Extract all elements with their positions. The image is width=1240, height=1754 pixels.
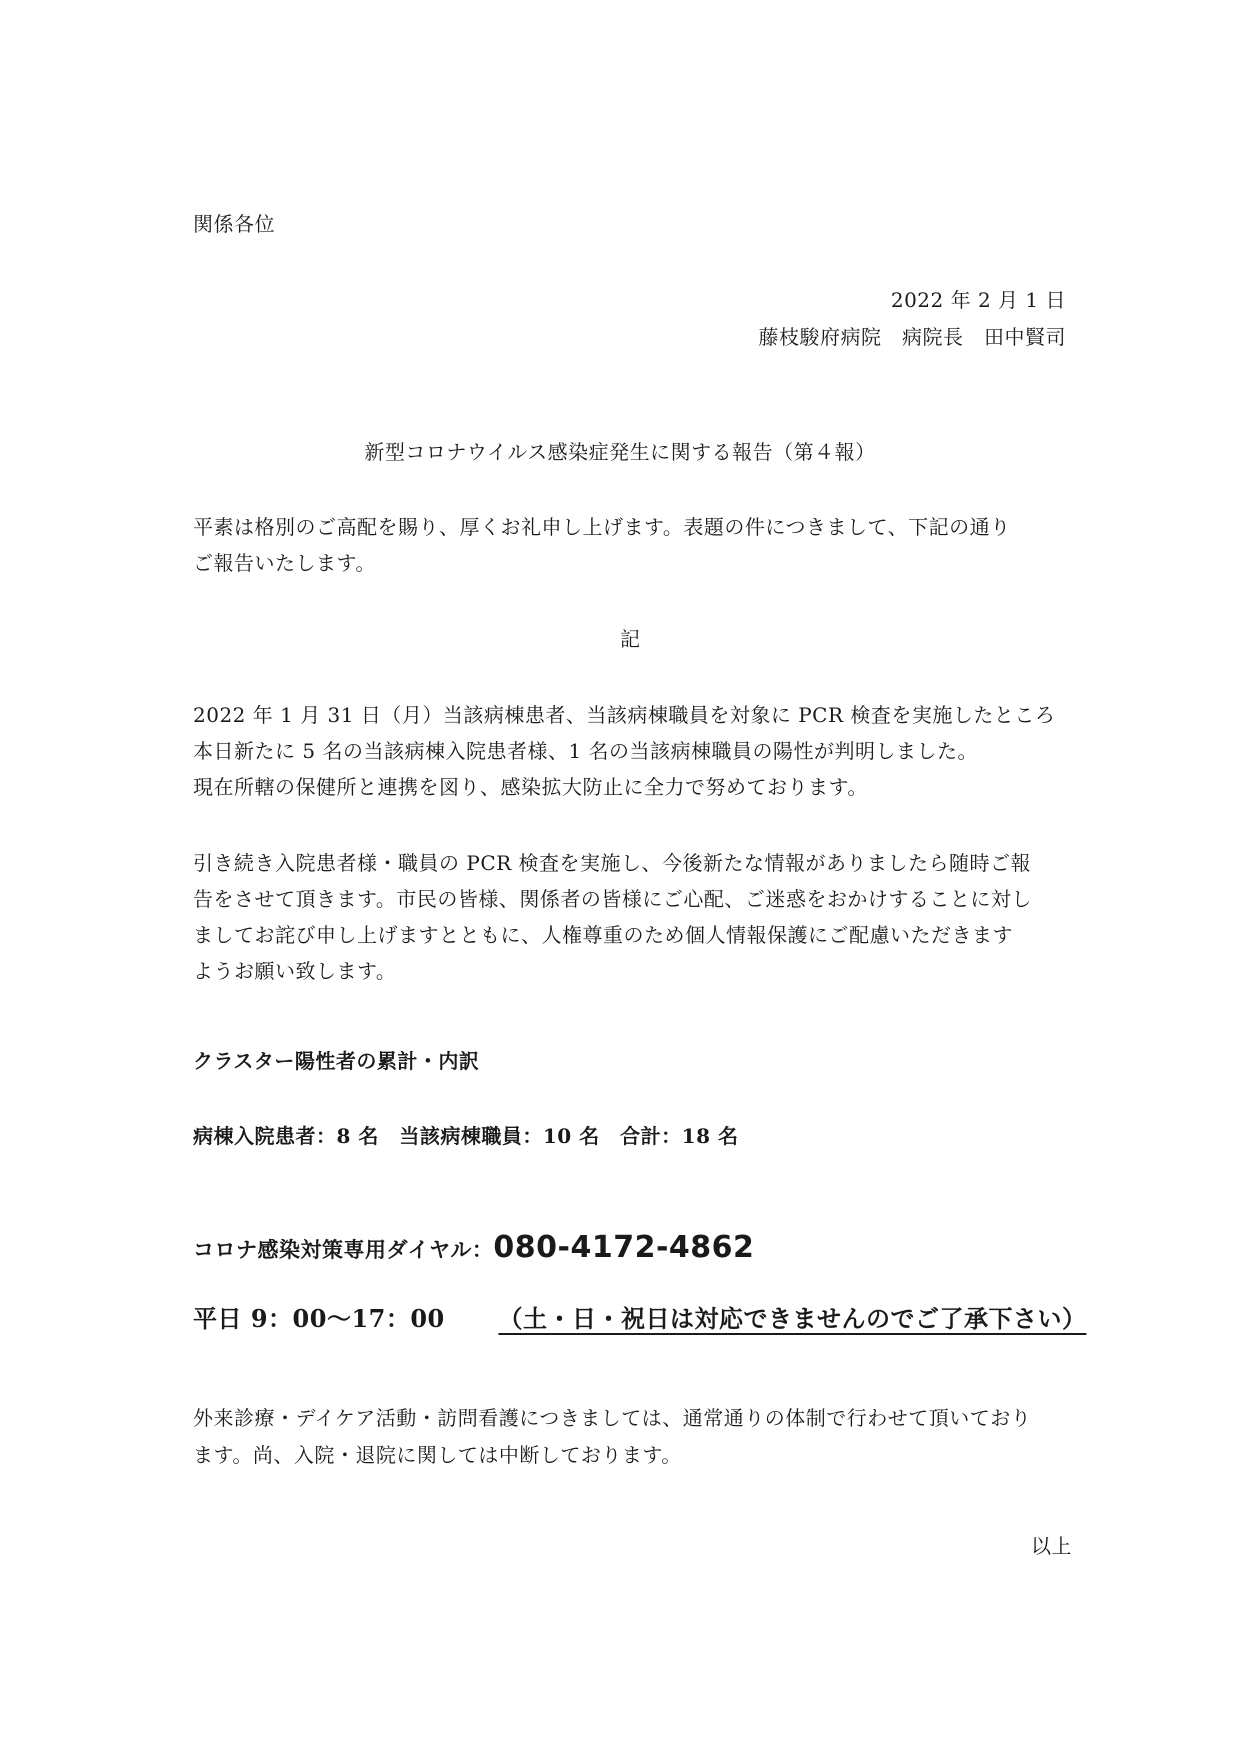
body-line: 本日新たに 5 名の当該病棟入院患者様、1 名の当該病棟職員の陽性が判明しました。 (193, 739, 979, 763)
body-line: ましてお詫び申し上げますとともに、人権尊重のため個人情報保護にご配慮いただきます (193, 923, 1013, 947)
closing: 以上 (1031, 1534, 1072, 1558)
body-line: ようお願い致します。 (193, 959, 397, 983)
contact-line (193, 1230, 755, 1265)
weekday-hours: 平日 9：00～17：00 (193, 1304, 445, 1333)
intro-line: ご報告いたします。 (193, 551, 376, 575)
cluster-breakdown: 病棟入院患者：8 名 当該病棟職員：10 名 合計：18 名 (193, 1124, 739, 1148)
contact-label: コロナ感染対策専用ダイヤル： (193, 1237, 494, 1262)
body-line: 2022 年 1 月 31 日（月）当該病棟患者、当該病棟職員を対象に PCR 検査を実施したところ (193, 703, 1056, 727)
hours-line (193, 1304, 1087, 1333)
body-line: 引き続き入院患者様・職員の PCR 検査を実施し、今後新たな情報がありましたら随時ご報 (193, 851, 1032, 875)
date: 2022 年 2 月 1 日 (890, 288, 1066, 312)
body-line: 現在所轄の保健所と連携を図り、感染拡大防止に全力で努めております。 (193, 775, 868, 799)
cluster-heading: クラスター陽性者の累計・内訳 (193, 1049, 480, 1073)
outpatient-line: ます。尚、入院・退院に関しては中断しております。 (193, 1443, 682, 1467)
outpatient-line: 外来診療・デイケア活動・訪問看護につきましては、通常通りの体制で行わせて頂いており (193, 1406, 1032, 1430)
holiday-note: （土・日・祝日は対応できませんのでご了承下さい） (498, 1304, 1087, 1333)
sender: 藤枝駿府病院 病院長 田中賢司 (758, 325, 1066, 349)
ki-heading: 記 (620, 627, 641, 651)
recipient: 関係各位 (193, 212, 275, 236)
document-title: 新型コロナウイルス感染症発生に関する報告（第４報） (364, 440, 876, 464)
body-line: 告をさせて頂きます。市民の皆様、関係者の皆様にご心配、ご迷惑をおかけすることに対し (193, 887, 1032, 911)
phone-number: 080-4172-4862 (493, 1230, 755, 1265)
intro-line: 平素は格別のご高配を賜り、厚くお礼申し上げます。表題の件につきまして、下記の通り (193, 515, 1011, 539)
